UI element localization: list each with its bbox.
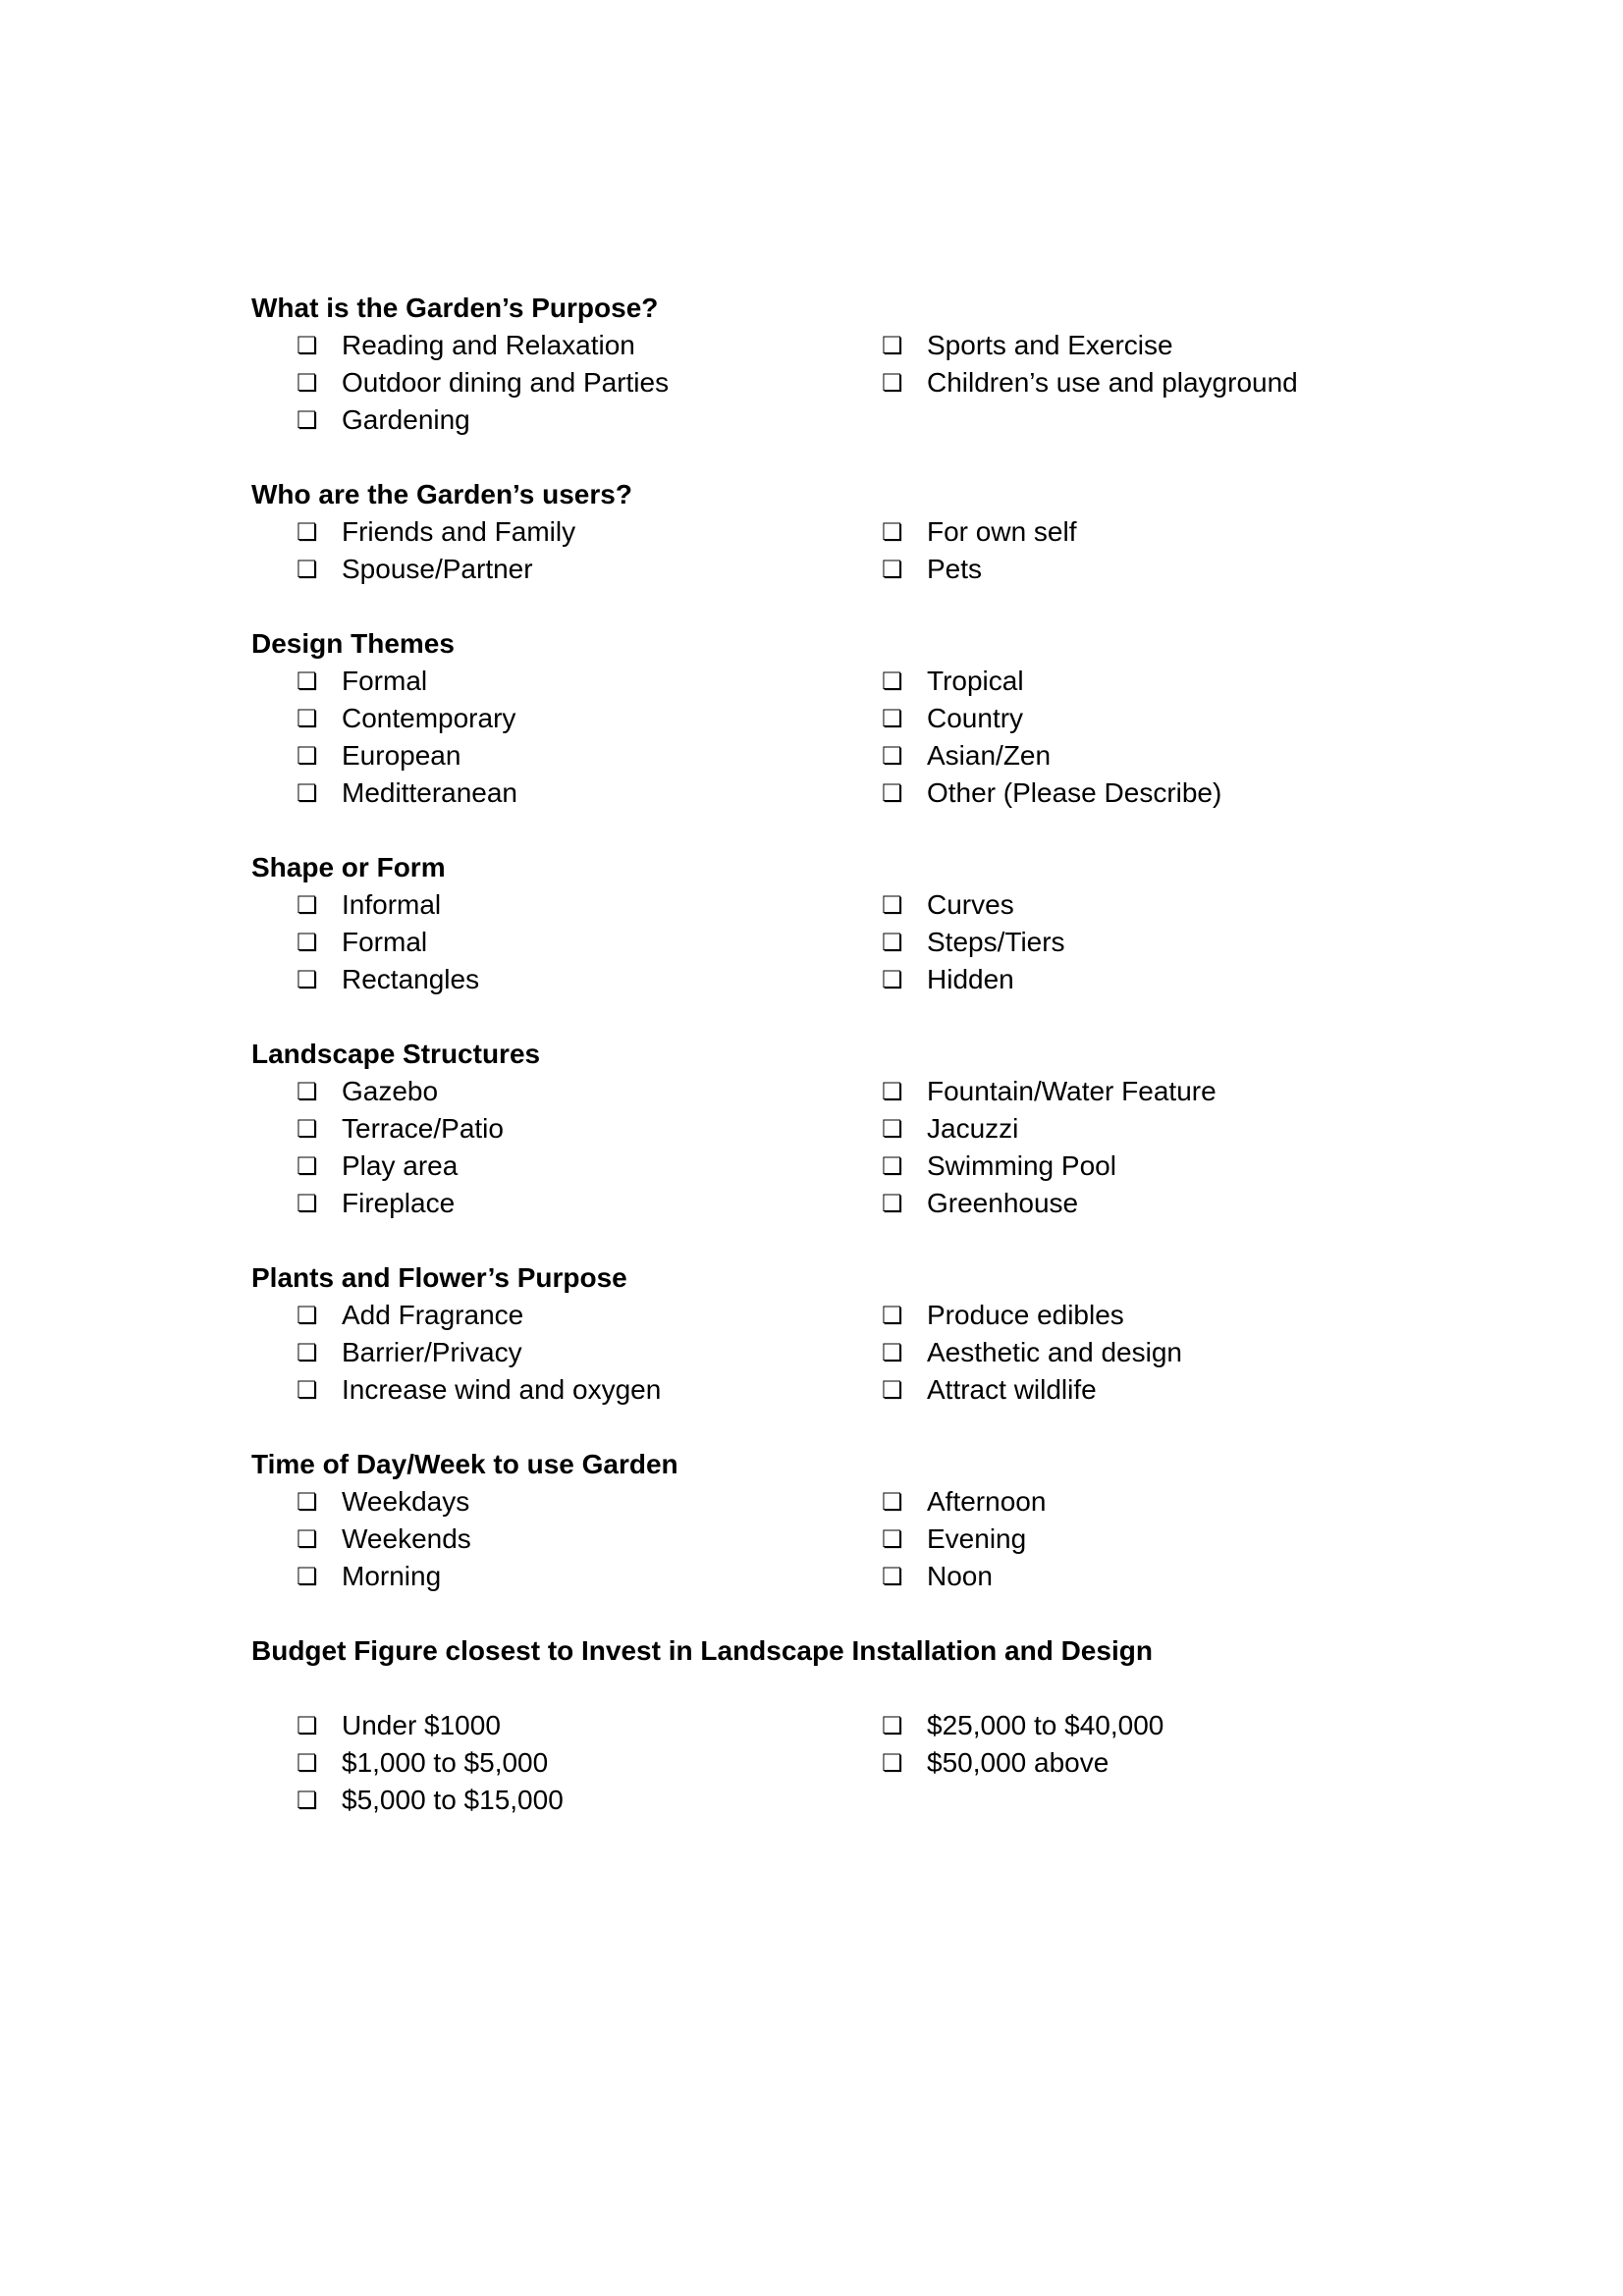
- checkbox-option[interactable]: [297, 700, 882, 737]
- option-column-left: [251, 1297, 882, 1409]
- section-heading: Landscape Structures: [251, 1039, 541, 1069]
- option-label: Pets: [927, 554, 983, 584]
- option-label: Produce edibles: [927, 1300, 1124, 1330]
- option-label: $1,000 to $5,000: [342, 1747, 549, 1778]
- option-label: Hidden: [927, 964, 1014, 994]
- checkbox-icon[interactable]: ❏: [297, 518, 318, 546]
- checkbox-icon[interactable]: ❏: [297, 1787, 318, 1814]
- checkbox-icon[interactable]: ❏: [297, 1525, 318, 1553]
- option-label: Weekdays: [342, 1486, 470, 1517]
- checkbox-option[interactable]: [297, 663, 882, 700]
- checkbox-icon[interactable]: ❏: [882, 1115, 903, 1143]
- option-label: $50,000 above: [927, 1747, 1109, 1778]
- option-label: Other (Please Describe): [927, 777, 1222, 808]
- checkbox-icon[interactable]: ❏: [882, 667, 903, 695]
- question-section: [251, 1632, 1430, 1819]
- checkbox-icon[interactable]: ❏: [297, 705, 318, 732]
- checkbox-icon[interactable]: ❏: [882, 1302, 903, 1329]
- option-label: Formal: [342, 927, 428, 957]
- checkbox-option[interactable]: [882, 1148, 1373, 1185]
- checkbox-option[interactable]: [882, 924, 1373, 961]
- option-label: Fountain/Water Feature: [927, 1076, 1217, 1106]
- checkbox-icon[interactable]: ❏: [297, 779, 318, 807]
- checkbox-option[interactable]: [297, 1297, 882, 1334]
- option-columns: [251, 1297, 1430, 1409]
- checkbox-icon[interactable]: ❏: [297, 1749, 318, 1777]
- checkbox-option[interactable]: [297, 513, 882, 551]
- question-section: [251, 290, 1430, 439]
- checkbox-option[interactable]: [297, 1371, 882, 1409]
- checkbox-icon[interactable]: ❏: [882, 556, 903, 583]
- option-label: Informal: [342, 889, 442, 920]
- option-label: Greenhouse: [927, 1188, 1079, 1218]
- section-heading: Who are the Garden’s users?: [251, 479, 632, 509]
- option-label: Outdoor dining and Parties: [342, 367, 670, 398]
- checkbox-icon[interactable]: ❏: [297, 1339, 318, 1366]
- option-column-right: [882, 513, 1373, 588]
- checkbox-option[interactable]: [297, 1185, 882, 1222]
- checkbox-icon[interactable]: ❏: [297, 1712, 318, 1739]
- option-column-left: [251, 1707, 882, 1819]
- checkbox-option[interactable]: [882, 327, 1373, 364]
- option-column-right: [882, 1707, 1373, 1819]
- checkbox-icon[interactable]: ❏: [297, 1302, 318, 1329]
- option-label: Meditteranean: [342, 777, 518, 808]
- option-label: Curves: [927, 889, 1014, 920]
- checkbox-option[interactable]: [297, 737, 882, 774]
- option-columns: [251, 886, 1430, 998]
- checkbox-option[interactable]: [882, 1073, 1373, 1110]
- checkbox-icon[interactable]: ❏: [297, 1488, 318, 1516]
- question-section: [251, 625, 1430, 812]
- checkbox-icon[interactable]: ❏: [882, 742, 903, 770]
- checkbox-option[interactable]: [297, 327, 882, 364]
- checkbox-option[interactable]: [297, 924, 882, 961]
- option-label: Weekends: [342, 1523, 471, 1554]
- option-columns: [251, 1073, 1430, 1222]
- checkbox-option[interactable]: [882, 1521, 1373, 1558]
- section-heading: Time of Day/Week to use Garden: [251, 1449, 678, 1479]
- option-label: Jacuzzi: [927, 1113, 1019, 1144]
- checkbox-icon[interactable]: ❏: [297, 1563, 318, 1590]
- checkbox-option[interactable]: [882, 551, 1373, 588]
- checkbox-icon[interactable]: ❏: [882, 779, 903, 807]
- checkbox-option[interactable]: [297, 551, 882, 588]
- checkbox-option[interactable]: [882, 737, 1373, 774]
- option-column-right: [882, 1297, 1373, 1409]
- checkbox-icon[interactable]: ❏: [297, 966, 318, 993]
- checkbox-option[interactable]: [297, 1110, 882, 1148]
- checkbox-option[interactable]: [297, 1483, 882, 1521]
- option-label: Friends and Family: [342, 516, 576, 547]
- option-label: Sports and Exercise: [927, 330, 1173, 360]
- question-section: [251, 1259, 1430, 1409]
- checkbox-option[interactable]: [297, 1073, 882, 1110]
- option-columns: [251, 327, 1430, 439]
- checkbox-option[interactable]: [297, 364, 882, 401]
- checkbox-icon[interactable]: ❏: [297, 929, 318, 956]
- option-column-left: [251, 513, 882, 588]
- checkbox-option[interactable]: [882, 1371, 1373, 1409]
- option-label: Gazebo: [342, 1076, 439, 1106]
- checkbox-icon[interactable]: ❏: [297, 1376, 318, 1404]
- section-heading: Shape or Form: [251, 852, 446, 882]
- checkbox-option[interactable]: [297, 401, 882, 439]
- option-label: Play area: [342, 1150, 459, 1181]
- option-label: $25,000 to $40,000: [927, 1710, 1164, 1740]
- checkbox-option[interactable]: [882, 774, 1373, 812]
- checkbox-option[interactable]: [297, 886, 882, 924]
- checkbox-icon[interactable]: ❏: [882, 1376, 903, 1404]
- option-label: Formal: [342, 666, 428, 696]
- option-label: Evening: [927, 1523, 1027, 1554]
- option-label: For own self: [927, 516, 1077, 547]
- option-label: Contemporary: [342, 703, 516, 733]
- option-label: European: [342, 740, 461, 771]
- checkbox-icon[interactable]: ❏: [297, 1190, 318, 1217]
- checkbox-option[interactable]: [882, 886, 1373, 924]
- section-heading: Design Themes: [251, 628, 455, 659]
- option-column-left: [251, 663, 882, 812]
- checkbox-option[interactable]: [297, 961, 882, 998]
- option-column-right: [882, 886, 1373, 998]
- option-label: Terrace/Patio: [342, 1113, 504, 1144]
- checkbox-icon[interactable]: ❏: [882, 1749, 903, 1777]
- checkbox-icon[interactable]: ❏: [882, 1712, 903, 1739]
- option-label: Reading and Relaxation: [342, 330, 635, 360]
- option-label: Under $1000: [342, 1710, 501, 1740]
- option-label: Steps/Tiers: [927, 927, 1065, 957]
- checkbox-icon[interactable]: ❏: [882, 1339, 903, 1366]
- option-columns: [251, 1483, 1430, 1595]
- option-label: Asian/Zen: [927, 740, 1052, 771]
- checkbox-option[interactable]: [297, 774, 882, 812]
- option-label: Barrier/Privacy: [342, 1337, 522, 1367]
- checkbox-icon[interactable]: ❏: [882, 1078, 903, 1105]
- section-heading: Plants and Flower’s Purpose: [251, 1262, 627, 1293]
- checkbox-icon[interactable]: ❏: [297, 406, 318, 434]
- checkbox-option[interactable]: [882, 1297, 1373, 1334]
- option-column-left: [251, 886, 882, 998]
- question-section: [251, 476, 1430, 588]
- checkbox-icon[interactable]: ❏: [297, 332, 318, 359]
- checkbox-option[interactable]: [297, 1148, 882, 1185]
- checkbox-icon[interactable]: ❏: [882, 518, 903, 546]
- checkbox-option[interactable]: [882, 961, 1373, 998]
- checkbox-option[interactable]: [882, 364, 1373, 401]
- checkbox-option[interactable]: [882, 1110, 1373, 1148]
- option-label: Morning: [342, 1561, 442, 1591]
- option-label: Aesthetic and design: [927, 1337, 1182, 1367]
- checkbox-option[interactable]: [882, 1558, 1373, 1595]
- section-heading: What is the Garden’s Purpose?: [251, 293, 659, 323]
- checkbox-option[interactable]: [882, 1334, 1373, 1371]
- question-section: [251, 1036, 1430, 1222]
- option-label: Add Fragrance: [342, 1300, 524, 1330]
- checkbox-icon[interactable]: ❏: [882, 705, 903, 732]
- checkbox-icon[interactable]: ❏: [882, 1152, 903, 1180]
- question-section: [251, 849, 1430, 998]
- option-label: Spouse/Partner: [342, 554, 533, 584]
- option-column-right: [882, 663, 1373, 812]
- checkbox-icon[interactable]: ❏: [297, 1152, 318, 1180]
- checkbox-icon[interactable]: ❏: [882, 332, 903, 359]
- checkbox-icon[interactable]: ❏: [297, 891, 318, 919]
- section-heading: Budget Figure closest to Invest in Landscape Installation and Design: [251, 1635, 1153, 1666]
- option-label: Afternoon: [927, 1486, 1047, 1517]
- checkbox-option[interactable]: [882, 1707, 1373, 1744]
- checkbox-option[interactable]: [297, 1521, 882, 1558]
- option-label: Swimming Pool: [927, 1150, 1116, 1181]
- option-columns: [251, 663, 1430, 812]
- checkbox-option[interactable]: [882, 1185, 1373, 1222]
- checkbox-icon[interactable]: ❏: [882, 1190, 903, 1217]
- option-label: Children’s use and playground: [927, 367, 1298, 398]
- option-label: Increase wind and oxygen: [342, 1374, 662, 1405]
- checkbox-option[interactable]: [297, 1558, 882, 1595]
- option-label: Rectangles: [342, 964, 480, 994]
- checkbox-icon[interactable]: ❏: [882, 1563, 903, 1590]
- checkbox-option[interactable]: [297, 1334, 882, 1371]
- checkbox-icon[interactable]: ❏: [882, 1525, 903, 1553]
- checkbox-icon[interactable]: ❏: [882, 891, 903, 919]
- checkbox-option[interactable]: [882, 700, 1373, 737]
- checkbox-option[interactable]: [297, 1707, 882, 1744]
- option-label: Attract wildlife: [927, 1374, 1097, 1405]
- option-column-right: [882, 1073, 1373, 1222]
- option-columns: [251, 1707, 1430, 1819]
- checkbox-option[interactable]: [882, 663, 1373, 700]
- checkbox-icon[interactable]: ❏: [297, 556, 318, 583]
- question-section: [251, 1446, 1430, 1595]
- checkbox-icon[interactable]: ❏: [882, 929, 903, 956]
- checkbox-icon[interactable]: ❏: [882, 966, 903, 993]
- option-column-right: [882, 1483, 1373, 1595]
- option-label: Tropical: [927, 666, 1024, 696]
- garden-questionnaire-form: [251, 290, 1430, 1819]
- option-column-left: [251, 1483, 882, 1595]
- option-column-left: [251, 1073, 882, 1222]
- checkbox-icon[interactable]: ❏: [297, 742, 318, 770]
- checkbox-option[interactable]: [882, 513, 1373, 551]
- option-label: Noon: [927, 1561, 993, 1591]
- checkbox-icon[interactable]: ❏: [297, 1115, 318, 1143]
- heading-spacer: [251, 1670, 1430, 1707]
- checkbox-option[interactable]: [882, 1483, 1373, 1521]
- option-label: Fireplace: [342, 1188, 456, 1218]
- option-label: Gardening: [342, 404, 470, 435]
- checkbox-icon[interactable]: ❏: [882, 1488, 903, 1516]
- checkbox-option[interactable]: [297, 1782, 882, 1819]
- checkbox-icon[interactable]: ❏: [297, 1078, 318, 1105]
- option-columns: [251, 513, 1430, 588]
- option-label: $5,000 to $15,000: [342, 1785, 564, 1815]
- checkbox-option[interactable]: [882, 1744, 1373, 1782]
- option-label: Country: [927, 703, 1024, 733]
- option-column-right: [882, 327, 1373, 439]
- checkbox-icon[interactable]: ❏: [297, 667, 318, 695]
- option-column-left: [251, 327, 882, 439]
- checkbox-icon[interactable]: ❏: [882, 369, 903, 397]
- checkbox-icon[interactable]: ❏: [297, 369, 318, 397]
- checkbox-option[interactable]: [297, 1744, 882, 1782]
